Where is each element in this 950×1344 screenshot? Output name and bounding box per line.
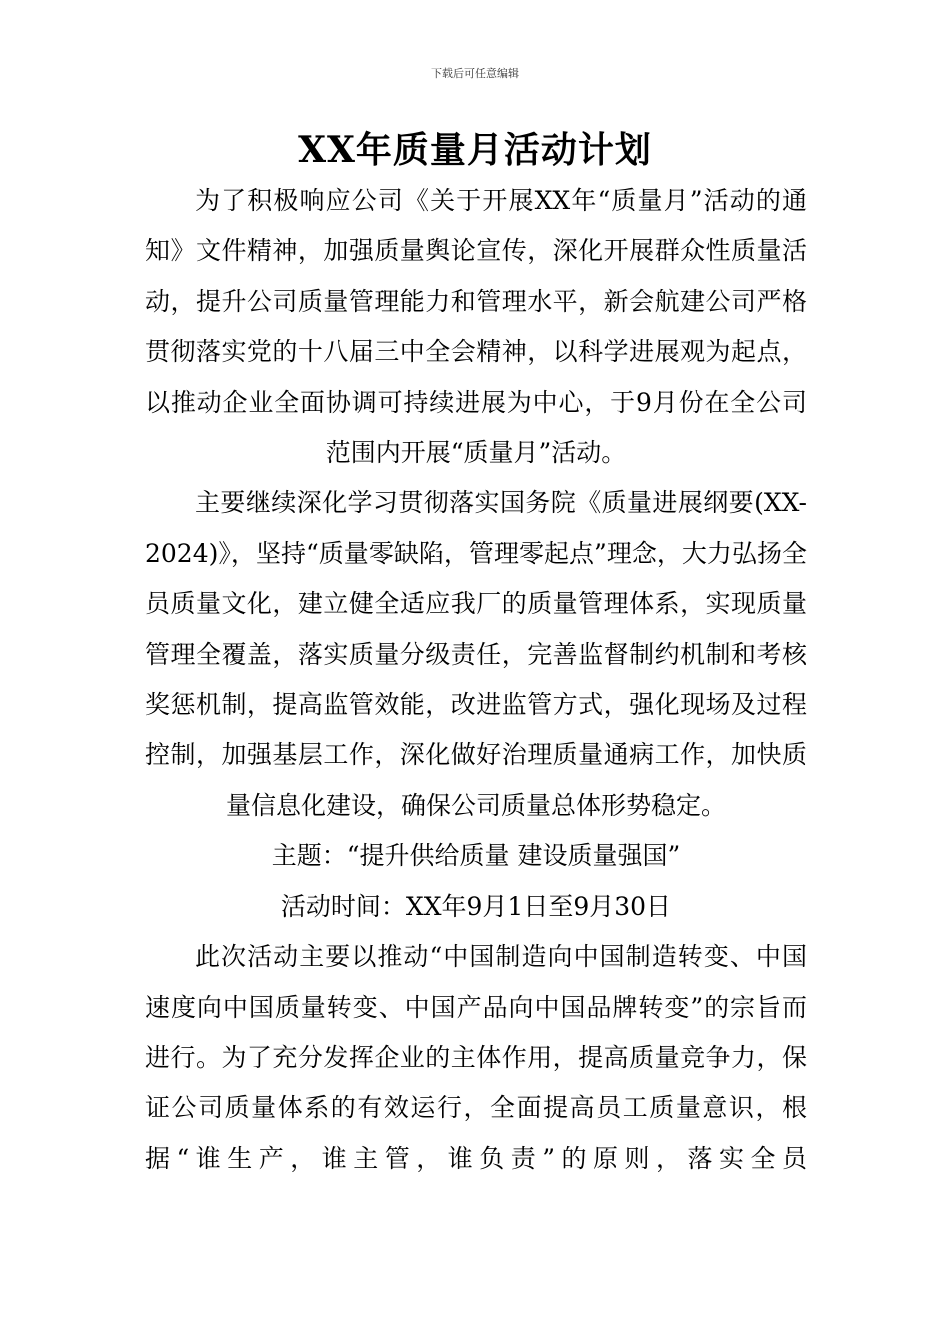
paragraph-theme: 主题：“提升供给质量 建设质量强国”	[271, 841, 681, 871]
paragraph-intro: 为了积极响应公司《关于开展XX年“质量月”活动的通知》文件精神，加强质量舆论宣传，深化开展群众性质量活动，提升公司质量管理能力和管理水平，新会航建公司严格贯彻落实党的十八届三中全会精神，以科学进展观为起点，以推动企业全面协调可持续进展为中心，于9月份在全公司范围内开展“质量月”活动。	[145, 186, 807, 468]
document-title: XX年质量月活动计划	[298, 129, 652, 171]
paragraph-main-tasks: 主要继续深化学习贯彻落实国务院《质量进展纲要(XX-2024)》，坚持“质量零缺陷，管理零起点”理念，大力弘扬全员质量文化，建立健全适应我厂的质量管理体系，实现质量管理全覆盖，落实质量分级责任，完善监督制约机制和考核奖惩机制，提高监管效能，改进监管方式，强化现场及过程控制，加强基层工作，深化做好治理质量通病工作，加快质量信息化建设，确保公司质量总体形势稳定。	[145, 488, 807, 820]
header-note: 下载后可任意编辑	[431, 67, 519, 80]
document-body	[145, 176, 807, 1184]
paragraph-purpose: 此次活动主要以推动“中国制造向中国制造转变、中国速度向中国质量转变、中国产品向中国品牌转变”的宗旨而进行。为了充分发挥企业的主体作用，提高质量竞争力，保证公司质量体系的有效运行，全面提高员工质量意识，根据“谁生产，谁主管，谁负责”的原则，落实全员	[145, 942, 807, 1173]
paragraph-activity-time: 活动时间：XX年9月1日至9月30日	[280, 891, 672, 921]
